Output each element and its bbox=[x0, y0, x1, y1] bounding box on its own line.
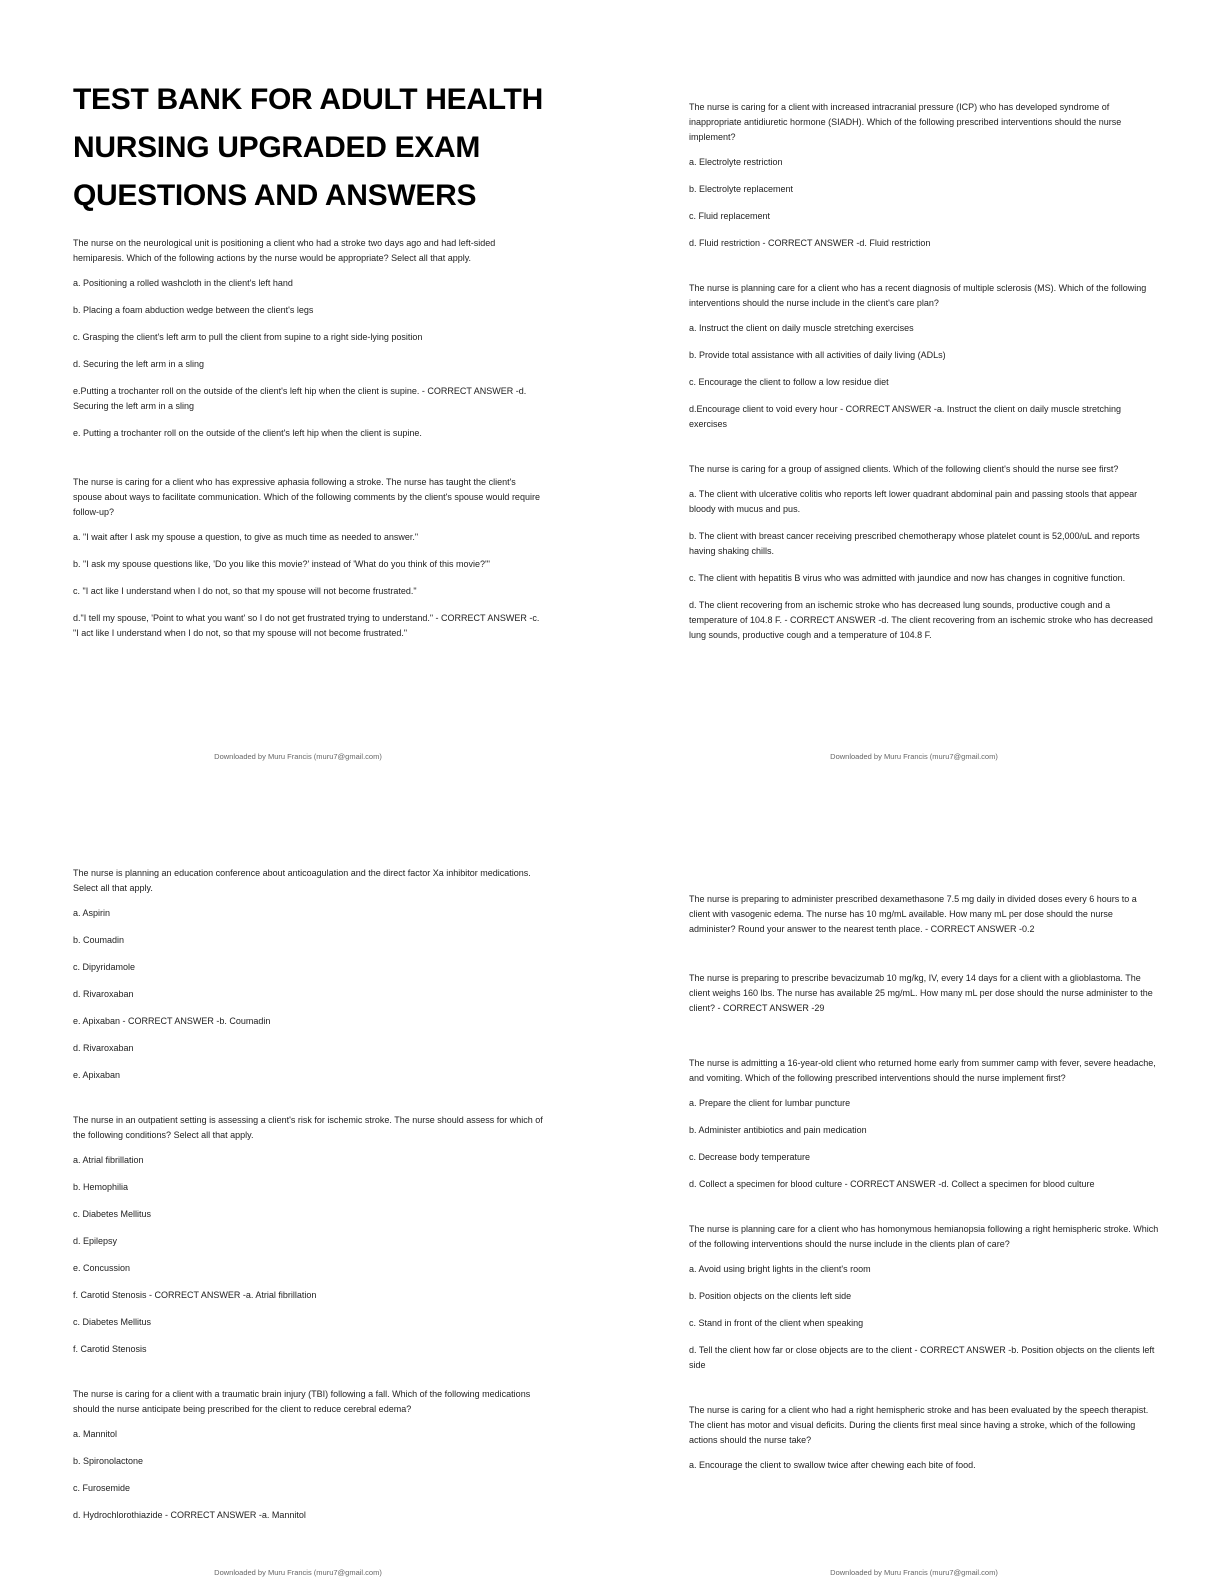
question bbox=[689, 1056, 1159, 1192]
question-stem: The nurse is planning care for a client who has a recent diagnosis of multiple sclerosis (MS). Which of the following interventions should the nurse include in the client's care plan? bbox=[689, 283, 1147, 308]
question bbox=[73, 1113, 543, 1357]
answer-option: f. Carotid Stenosis bbox=[73, 1344, 147, 1354]
answer-option: d. Tell the client how far or close objects are to the client - CORRECT ANSWER -b. Position objects on the clients left side bbox=[689, 1345, 1155, 1370]
question-stem: The nurse is planning an education conference about anticoagulation and the direct factor Xa inhibitor medications. Select all that apply. bbox=[73, 868, 531, 893]
answer-option: c. Fluid replacement bbox=[689, 211, 771, 221]
answer-option: e. Concussion bbox=[73, 1263, 131, 1273]
question bbox=[689, 971, 1159, 1016]
page-1 bbox=[73, 76, 543, 667]
answer-option: e.Putting a trochanter roll on the outside of the client's left hip when the client is supine. - CORRECT ANSWER -d. Securing the left arm in a sling bbox=[73, 386, 527, 411]
answer-option: a. "I wait after I ask my spouse a question, to give as much time as needed to answer." bbox=[73, 532, 419, 542]
answer-option: a. Prepare the client for lumbar puncture bbox=[689, 1098, 851, 1108]
answer-option: d. Securing the left arm in a sling bbox=[73, 359, 205, 369]
answer-option: c. "I act like I understand when I do not, so that my spouse will not become frustrated." bbox=[73, 586, 417, 596]
answer-option: d."I tell my spouse, 'Point to what you want' so I do not get frustrated trying to understand." - CORRECT ANSWER -c. "I act like I understand when I do not, so that my spouse will not become frustrated." bbox=[73, 613, 540, 638]
answer-option: b. Coumadin bbox=[73, 935, 125, 945]
answer-option: b. Spironolactone bbox=[73, 1456, 144, 1466]
answer-option: c. Stand in front of the client when speaking bbox=[689, 1318, 864, 1328]
question bbox=[73, 236, 543, 441]
question bbox=[689, 892, 1159, 937]
answer-option: a. Atrial fibrillation bbox=[73, 1155, 144, 1165]
answer-option: c. Encourage the client to follow a low residue diet bbox=[689, 377, 889, 387]
answer-option: b. Provide total assistance with all activities of daily living (ADLs) bbox=[689, 350, 946, 360]
answer-option: c. Diabetes Mellitus bbox=[73, 1317, 152, 1327]
answer-option: c. Grasping the client's left arm to pull the client from supine to a right side-lying position bbox=[73, 332, 423, 342]
answer-option: c. Furosemide bbox=[73, 1483, 131, 1493]
answer-option: a. Avoid using bright lights in the client's room bbox=[689, 1264, 871, 1274]
answer-option: d. Epilepsy bbox=[73, 1236, 118, 1246]
answer-option: f. Carotid Stenosis - CORRECT ANSWER -a. Atrial fibrillation bbox=[73, 1290, 317, 1300]
answer-option: d. Fluid restriction - CORRECT ANSWER -d. Fluid restriction bbox=[689, 238, 931, 248]
page-footer: Downloaded by Muru Francis (muru7@gmail.com) bbox=[830, 1568, 998, 1577]
question-stem: The nurse is caring for a group of assigned clients. Which of the following client's should the nurse see first? bbox=[689, 464, 1119, 474]
answer-option: d. The client recovering from an ischemic stroke who has decreased lung sounds, productive cough and a temperature of 104.8 F. - CORRECT ANSWER -d. The client recovering from an ischemic stroke who has decreased lung sounds, productive cough and a temperature of 104.8 F. bbox=[689, 600, 1153, 640]
question bbox=[73, 1387, 543, 1523]
question bbox=[73, 866, 543, 1083]
question-stem: The nurse is caring for a client with increased intracranial pressure (ICP) who has developed syndrome of inappropriate antidiuretic hormone (SIADH). Which of the following prescribed interventions should the nurse implement? bbox=[689, 102, 1122, 142]
page-2 bbox=[689, 100, 1159, 669]
document-title: TEST BANK FOR ADULT HEALTH NURSING UPGRADED EXAM QUESTIONS AND ANSWERS bbox=[73, 83, 543, 212]
question-stem: The nurse on the neurological unit is positioning a client who had a stroke two days ago and had left-sided hemiparesis. Which of the following actions by the nurse would be appropriate? Select all that apply. bbox=[73, 238, 496, 263]
question-stem: The nurse is caring for a client with a traumatic brain injury (TBI) following a fall. Which of the following medications should the nurse anticipate being prescribed for the client to reduce cerebral edema? bbox=[73, 1389, 531, 1414]
answer-option: b. "I ask my spouse questions like, 'Do you like this movie?' instead of 'What do you think of this movie?'" bbox=[73, 559, 490, 569]
question-stem: The nurse is caring for a client who has expressive aphasia following a stroke. The nurse has taught the client's spouse about ways to facilitate communication. Which of the following comments by the client's spouse would require follow-up? bbox=[73, 477, 540, 517]
answer-option: c. Dipyridamole bbox=[73, 962, 136, 972]
question-stem: The nurse is preparing to prescribe bevacizumab 10 mg/kg, IV, every 14 days for a client with a glioblastoma. The client weighs 160 lbs. The nurse has available 25 mg/mL. How many mL per dose should the nurse administer to the client? - CORRECT ANSWER -29 bbox=[689, 973, 1153, 1013]
answer-option: a. Mannitol bbox=[73, 1429, 118, 1439]
answer-option: b. Placing a foam abduction wedge between the client's legs bbox=[73, 305, 314, 315]
question-stem: The nurse is planning care for a client who has homonymous hemianopsia following a right hemispheric stroke. Which of the following interventions should the nurse include in the clients plan of care? bbox=[689, 1224, 1159, 1249]
question-stem: The nurse is caring for a client who had a right hemispheric stroke and has been evaluated by the speech therapist. The client has motor and visual deficits. During the clients first meal since having a stroke, which of the following actions should the nurse take? bbox=[689, 1405, 1149, 1445]
answer-option: e. Putting a trochanter roll on the outside of the client's left hip when the client is supine. bbox=[73, 428, 422, 438]
answer-option: b. Position objects on the clients left side bbox=[689, 1291, 852, 1301]
page-footer: Downloaded by Muru Francis (muru7@gmail.com) bbox=[830, 752, 998, 761]
answer-option: d. Hydrochlorothiazide - CORRECT ANSWER -a. Mannitol bbox=[73, 1510, 306, 1520]
page-4 bbox=[689, 892, 1159, 1499]
question bbox=[689, 281, 1159, 432]
question bbox=[689, 1403, 1159, 1473]
question bbox=[73, 475, 543, 641]
answer-option: a. Instruct the client on daily muscle stretching exercises bbox=[689, 323, 914, 333]
page-3 bbox=[73, 866, 543, 1549]
answer-option: a. Aspirin bbox=[73, 908, 111, 918]
question bbox=[689, 462, 1159, 643]
answer-option: e. Apixaban - CORRECT ANSWER -b. Coumadin bbox=[73, 1016, 271, 1026]
answer-option: d. Rivaroxaban bbox=[73, 1043, 134, 1053]
answer-option: c. Decrease body temperature bbox=[689, 1152, 811, 1162]
answer-option: a. Positioning a rolled washcloth in the client's left hand bbox=[73, 278, 293, 288]
answer-option: c. Diabetes Mellitus bbox=[73, 1209, 152, 1219]
question-stem: The nurse is preparing to administer prescribed dexamethasone 7.5 mg daily in divided doses every 6 hours to a client with vasogenic edema. The nurse has 10 mg/mL available. How many mL per dose should the nurse administer? Round your answer to the nearest tenth place. - CORRECT ANSWER -0.2 bbox=[689, 894, 1137, 934]
answer-option: d.Encourage client to void every hour - CORRECT ANSWER -a. Instruct the client on daily muscle stretching exercises bbox=[689, 404, 1122, 429]
page-footer: Downloaded by Muru Francis (muru7@gmail.com) bbox=[214, 752, 382, 761]
answer-option: a. The client with ulcerative colitis who reports left lower quadrant abdominal pain and passing stools that appear bloody with mucus and pus. bbox=[689, 489, 1138, 514]
question-stem: The nurse is admitting a 16-year-old client who returned home early from summer camp with fever, severe headache, and vomiting. Which of the following prescribed interventions should the nurse implement first? bbox=[689, 1058, 1156, 1083]
answer-option: e. Apixaban bbox=[73, 1070, 121, 1080]
page-footer: Downloaded by Muru Francis (muru7@gmail.com) bbox=[214, 1568, 382, 1577]
answer-option: b. Administer antibiotics and pain medication bbox=[689, 1125, 867, 1135]
question bbox=[689, 100, 1159, 251]
answer-option: a. Encourage the client to swallow twice after chewing each bite of food. bbox=[689, 1460, 976, 1470]
answer-option: b. The client with breast cancer receiving prescribed chemotherapy whose platelet count is 52,000/uL and reports having shaking chills. bbox=[689, 531, 1140, 556]
answer-option: b. Electrolyte replacement bbox=[689, 184, 794, 194]
question bbox=[689, 1222, 1159, 1373]
answer-option: b. Hemophilia bbox=[73, 1182, 129, 1192]
answer-option: c. The client with hepatitis B virus who was admitted with jaundice and now has changes in cognitive function. bbox=[689, 573, 1126, 583]
answer-option: a. Electrolyte restriction bbox=[689, 157, 783, 167]
answer-option: d. Collect a specimen for blood culture - CORRECT ANSWER -d. Collect a specimen for blood culture bbox=[689, 1179, 1095, 1189]
question-stem: The nurse in an outpatient setting is assessing a client's risk for ischemic stroke. The nurse should assess for which of the following conditions? Select all that apply. bbox=[73, 1115, 543, 1140]
answer-option: d. Rivaroxaban bbox=[73, 989, 134, 999]
